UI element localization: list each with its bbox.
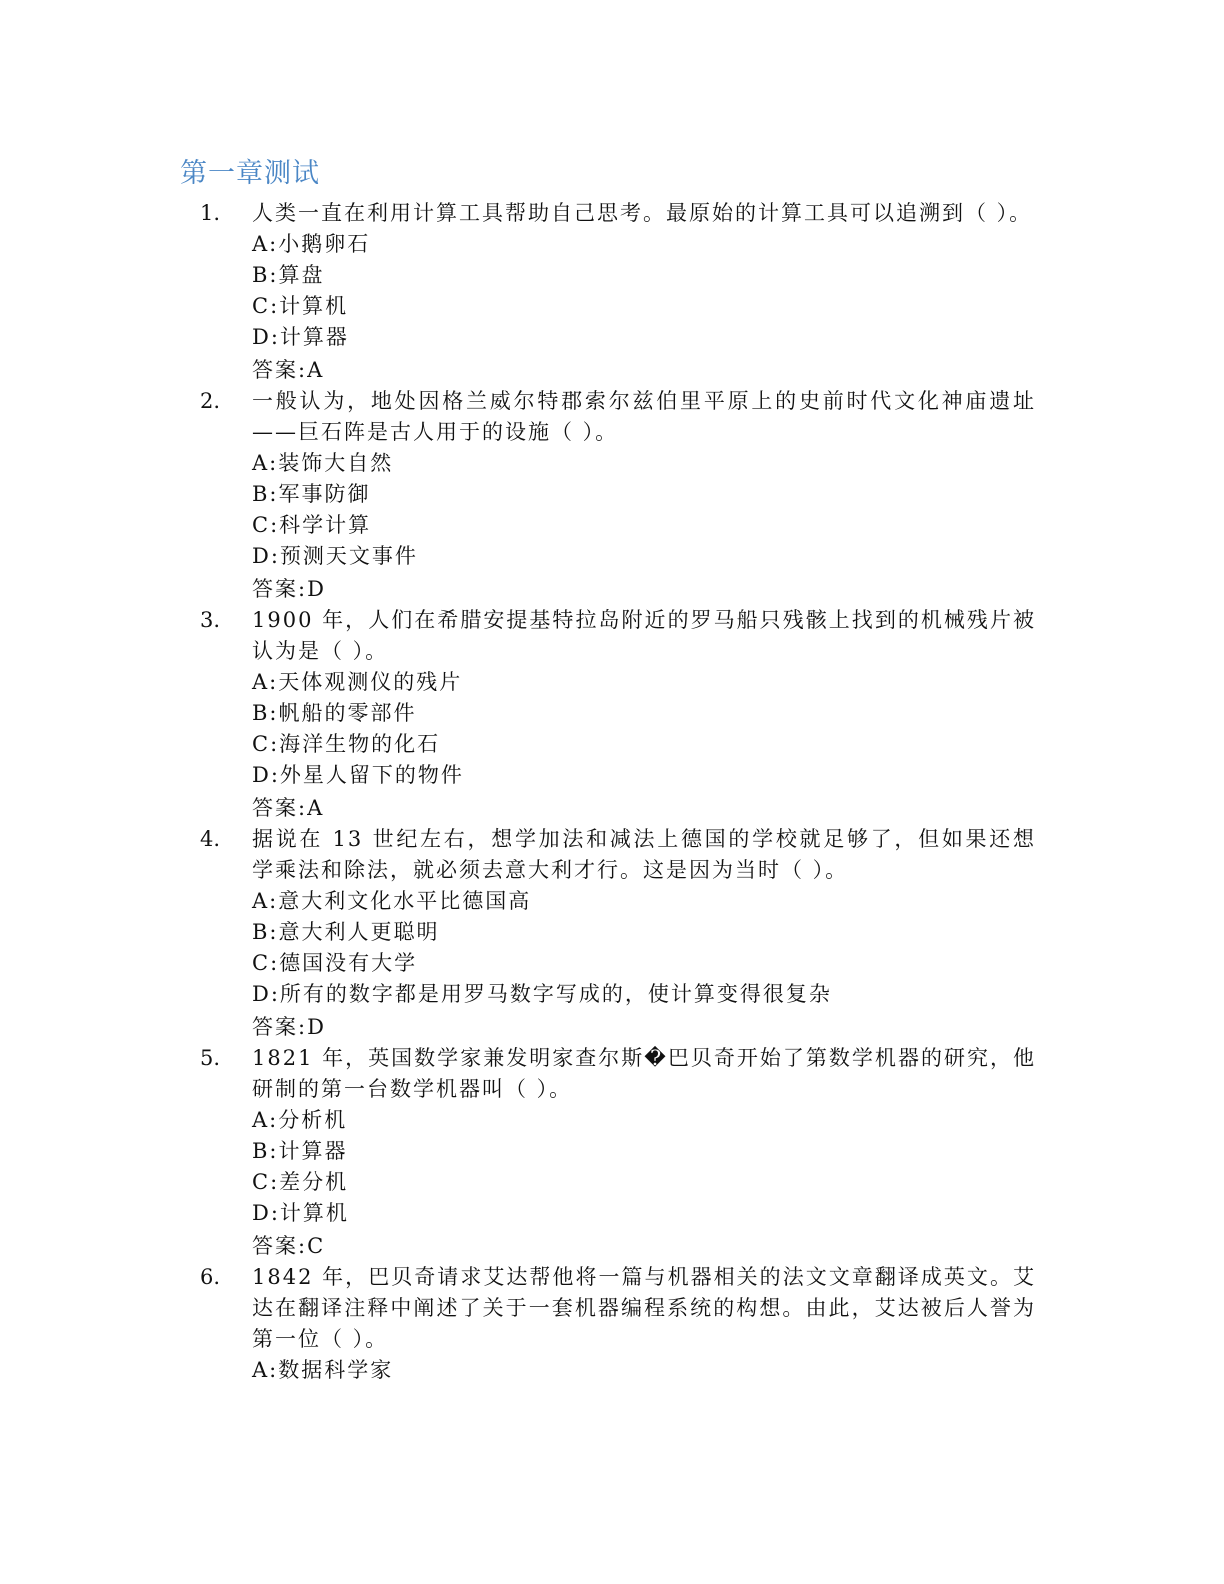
answer: 答案:A	[252, 796, 325, 820]
option-a: A:小鹅卵石	[252, 232, 371, 256]
option-d: D:计算机	[252, 1201, 349, 1225]
option-c: C:科学计算	[252, 513, 372, 537]
answer: 答案:A	[252, 358, 325, 382]
question-item	[200, 605, 1040, 824]
option-c: C:计算机	[252, 294, 349, 318]
question-number: 2.	[200, 389, 221, 413]
option-c: C:德国没有大学	[252, 951, 418, 975]
question-number: 6.	[200, 1265, 221, 1289]
option-b: B:帆船的零部件	[252, 701, 417, 725]
question-list	[200, 198, 1040, 1386]
question-text: 人类一直在利用计算工具帮助自己思考。最原始的计算工具可以追溯到（ ）。	[252, 201, 1033, 225]
option-a: A:数据科学家	[252, 1358, 394, 1382]
question-text: 据说在 13 世纪左右，想学加法和减法上德国的学校就足够了，但如果还想学乘法和除法，就必须去意大利才行。这是因为当时（ ）。	[252, 827, 1036, 882]
option-c: C:海洋生物的化石	[252, 732, 441, 756]
option-b: B:军事防御	[252, 482, 371, 506]
question-number: 4.	[200, 827, 221, 851]
question-number: 1.	[200, 201, 221, 225]
option-b: B:意大利人更聪明	[252, 920, 440, 944]
answer: 答案:D	[252, 1015, 326, 1039]
question-item	[200, 1262, 1040, 1386]
question-text: 1821 年，英国数学家兼发明家查尔斯�巴贝奇开始了第数学机器的研究，他研制的第一台数学机器叫（ ）。	[252, 1046, 1036, 1101]
option-b: B:计算器	[252, 1139, 348, 1163]
option-b: B:算盘	[252, 263, 325, 287]
question-text: 一般认为，地处因格兰威尔特郡索尔兹伯里平原上的史前时代文化神庙遗址——巨石阵是古人用于的设施（ ）。	[252, 389, 1036, 444]
answer: 答案:C	[252, 1234, 326, 1258]
option-a: A:装饰大自然	[252, 451, 394, 475]
chapter-title: 第一章测试	[180, 158, 320, 189]
option-a: A:意大利文化水平比德国高	[252, 889, 532, 913]
option-d: D:外星人留下的物件	[252, 763, 464, 787]
question-item	[200, 1043, 1040, 1262]
option-d: D:所有的数字都是用罗马数字写成的，使计算变得很复杂	[252, 982, 832, 1006]
answer: 答案:D	[252, 577, 326, 601]
question-item	[200, 386, 1040, 605]
question-item	[200, 198, 1040, 386]
option-d: D:预测天文事件	[252, 544, 418, 568]
option-c: C:差分机	[252, 1170, 349, 1194]
question-number: 3.	[200, 608, 221, 632]
option-a: A:分析机	[252, 1108, 348, 1132]
question-item	[200, 824, 1040, 1043]
option-a: A:天体观测仪的残片	[252, 670, 463, 694]
question-text: 1900 年，人们在希腊安提基特拉岛附近的罗马船只残骸上找到的机械残片被认为是（ ）。	[252, 608, 1036, 663]
question-text: 1842 年，巴贝奇请求艾达帮他将一篇与机器相关的法文文章翻译成英文。艾达在翻译注释中阐述了关于一套机器编程系统的构想。由此，艾达被后人誉为第一位（ ）。	[252, 1265, 1036, 1351]
question-number: 5.	[200, 1046, 221, 1070]
option-d: D:计算器	[252, 325, 349, 349]
